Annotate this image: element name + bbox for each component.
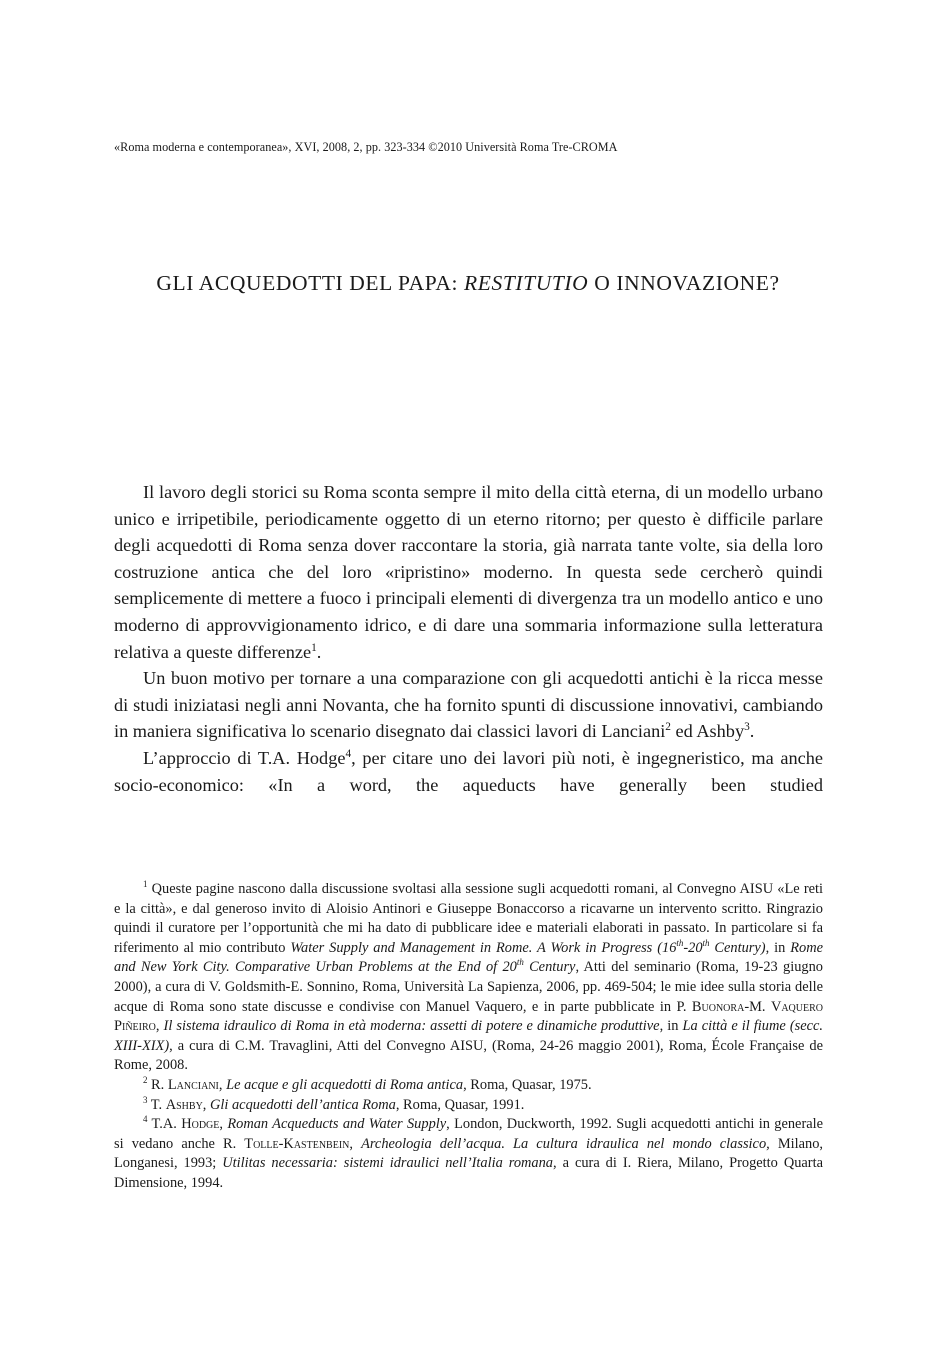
footnote-4-title: Utilitas necessaria: sistemi idraulici nell’Italia romana	[222, 1155, 554, 1172]
footnote-1-text: Queste pagine nascono dalla discussione svoltasi alla sessione sugli acquedotti romani, al Convegno AISU «Le reti e la città», e dal generoso invito di Aloisio Antinori e Giuseppe Bonaccorso a ricavarne un intervento scritto. Ringrazio quindi il curatore per l’opportunità che mi ha dato di pubblicare idee e materiali elaborati in passato. In particolare si fa riferimento al mio contributo	[114, 881, 823, 956]
footnote-3-number: 3	[143, 1094, 148, 1105]
footnote-1-text: , a cura di C.M. Travaglini, Atti del Convegno AISU, (Roma, 24-26 maggio 2001), Roma, École Française de Rome, 2008.	[114, 1037, 823, 1074]
footnote-3-text: ,	[202, 1096, 210, 1113]
footnote-3-text: , Roma, Quasar, 1991.	[395, 1096, 525, 1113]
article-title	[0, 271, 936, 296]
footnote-4-text: ,	[349, 1135, 362, 1152]
journal-header: «Roma moderna e contemporanea», XVI, 2008, 2, pp. 323-334 ©2010 Università Roma Tre-CROMA	[114, 140, 618, 154]
footnote-1-text: ,	[155, 1018, 164, 1035]
title-italic: RESTITUTIO	[464, 271, 589, 295]
paragraph-1	[114, 479, 823, 665]
footnote-4-text: ,	[219, 1116, 228, 1133]
footnote-1	[114, 880, 823, 1076]
footnote-1-title: -20	[683, 939, 703, 956]
footnote-4-text: , London, Duckworth, 1992. Sugli acquedotti antichi in generale si vedano anche R.	[114, 1116, 824, 1152]
title-part-1: GLI ACQUEDOTTI DEL PAPA:	[156, 271, 465, 295]
paragraph-3-text-b: , per citare uno dei lavori più noti, è ingegneristico, ma anche socio-economico: «In a word, the aqueducts have generally been studied	[114, 747, 824, 795]
footnote-2-text: , Roma, Quasar, 1975.	[463, 1076, 592, 1093]
footnote-1-sup: th	[702, 937, 710, 948]
footnote-2-number: 2	[143, 1075, 148, 1086]
footnote-4-author: Tolle-Kastenbein	[244, 1135, 350, 1152]
footnote-1-text: , in	[765, 939, 791, 956]
paragraph-1-text: Il lavoro degli storici su Roma sconta sempre il mito della città eterna, di un modello urbano unico e irripetibile, periodicamente oggetto di un eterno ritorno; per questo è difficile parlare degli acquedotti di Roma senza dover raccontare la storia, già narrata tante volte, sia della loro costruzione antica che del loro «ripristino» moderno. In questa sede cercherò quindi semplicemente di mettere a fuoco i principali elementi di divergenza tra un modello antico e uno moderno di approvvigionamento idrico, e di dare una sommaria informazione sulla letteratura relativa a queste differenze	[114, 482, 823, 662]
footnote-1-author: Vaquero Piñeiro	[114, 998, 823, 1035]
article-body	[114, 479, 823, 798]
paragraph-2-end: .	[749, 721, 755, 742]
footnote-1-sup: th	[676, 937, 684, 948]
footnote-1-title: Il sistema idraulico di Roma in età moderna: assetti di potere e dinamiche produttive	[163, 1018, 660, 1035]
footnote-3	[114, 1096, 823, 1116]
footnote-4-text: T.A.	[147, 1116, 182, 1133]
footnote-ref-1[interactable]: 1	[311, 641, 317, 654]
footnote-3-author: Ashby	[165, 1096, 203, 1113]
paragraph-3-text-a: L’approccio di T.A. Hodge	[143, 747, 346, 768]
paragraph-3	[114, 745, 823, 798]
footnote-1-title: Century	[523, 959, 576, 976]
footnote-4	[114, 1115, 823, 1193]
footnote-ref-2[interactable]: 2	[665, 721, 671, 734]
footnote-4-title: Archeologia dell’acqua. La cultura idraulica nel mondo classico,	[361, 1135, 770, 1152]
footnote-1-author: Buonora	[691, 998, 745, 1015]
footnote-2-author: Lanciani	[167, 1076, 219, 1093]
footnote-2-text: R.	[147, 1076, 168, 1093]
footnote-3-title: Gli acquedotti dell’antica Roma	[210, 1096, 396, 1113]
footnote-4-title: Roman Acqueducts and Water Supply	[227, 1116, 447, 1133]
paragraph-2-text-a: Un buon motivo per tornare a una comparazione con gli acquedotti antichi è la ricca messe di studi iniziatasi negli anni Novanta, che ha fornito spunti di discussione innovativi, cambiando in maniera significativa lo scenario disegnato dai classici lavori di Lanciani	[114, 668, 823, 742]
footnote-1-text: -M.	[744, 998, 771, 1015]
footnote-4-text: , a cura di I. Riera, Milano, Progetto Quarta Dimensione, 1994.	[114, 1155, 823, 1191]
footnote-1-sup: th	[516, 957, 524, 968]
footnote-4-number: 4	[143, 1114, 148, 1125]
footnote-4-author: Hodge	[181, 1116, 220, 1133]
footnote-1-title: La città e il fiume (secc. XIII-XIX)	[114, 1018, 823, 1054]
footnote-3-text: T.	[147, 1096, 166, 1113]
footnote-4-text: Milano, Longanesi, 1993;	[114, 1135, 824, 1172]
footnote-1-title: Century)	[709, 939, 766, 956]
footnote-ref-3[interactable]: 3	[744, 721, 750, 734]
footnote-1-text: , Atti del seminario (Roma, 19-23 giugno 2000), a cura di V. Goldsmith-E. Sonnino, Roma, Università La Sapienza, 2006, pp. 469-504; le mie idee sulla storia delle acque di Roma sono state discusse e condivise con Manuel Vaquero, e in parte pubblicate in P.	[114, 959, 824, 1015]
footnote-1-title: Rome and New York City. Comparative Urban Problems at the End of 20	[114, 939, 823, 976]
title-part-2: O INNOVAZIONE?	[588, 271, 780, 295]
footnote-2-title: Le acque e gli acquedotti di Roma antica	[226, 1076, 464, 1093]
footnote-1-text: , in	[659, 1018, 683, 1035]
footnote-2	[114, 1076, 823, 1096]
footnote-2-text: ,	[218, 1076, 227, 1093]
paragraph-2-text-b: ed Ashby	[670, 721, 745, 742]
footnote-1-number: 1	[143, 879, 148, 890]
paragraph-1-end: .	[316, 641, 322, 662]
paragraph-2	[114, 665, 823, 745]
footnote-ref-4[interactable]: 4	[345, 747, 352, 760]
footnotes	[114, 880, 823, 1194]
footnote-1-title: Water Supply and Management in Rome. A Work in Progress (16	[290, 939, 677, 956]
